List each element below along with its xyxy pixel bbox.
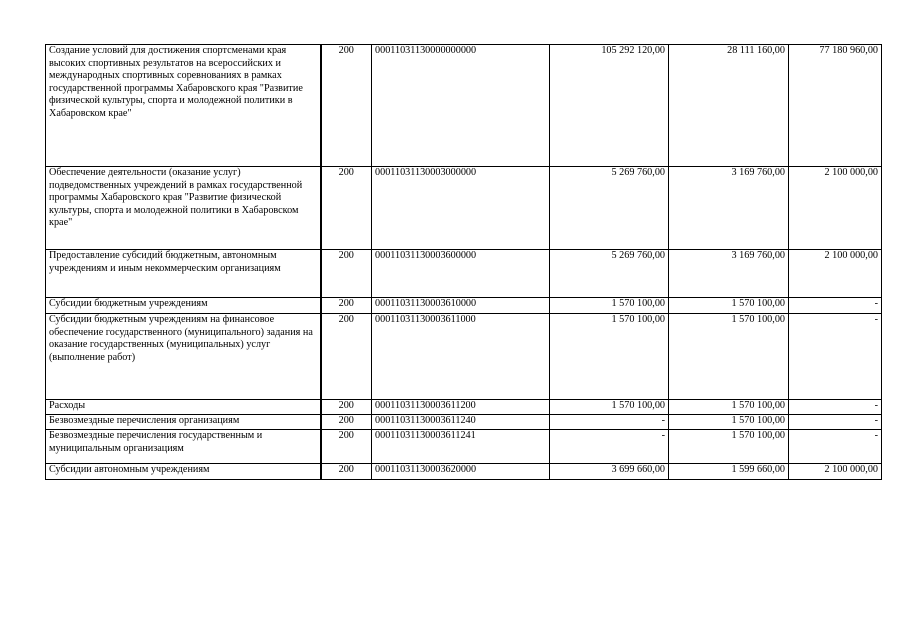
row-name: Безвозмездные перечисления государственным и муниципальным организациям [46,430,321,464]
row-executed-amount: 28 111 160,00 [669,45,789,167]
row-line-code: 200 [321,250,372,298]
row-approved-amount: 5 269 760,00 [550,167,669,250]
row-remaining-amount: - [789,430,882,464]
row-executed-amount: 1 570 100,00 [669,430,789,464]
row-name: Субсидии автономным учреждениям [46,464,321,480]
row-executed-amount: 3 169 760,00 [669,167,789,250]
table-row [46,167,882,250]
table-row [46,400,882,415]
budget-execution-table [45,44,882,480]
row-line-code: 200 [321,298,372,314]
row-budget-classification-code: 00011031130003610000 [372,298,550,314]
row-budget-classification-code: 00011031130003620000 [372,464,550,480]
table-row [46,415,882,430]
row-approved-amount: 5 269 760,00 [550,250,669,298]
row-executed-amount: 1 570 100,00 [669,298,789,314]
row-remaining-amount: - [789,400,882,415]
row-remaining-amount: - [789,314,882,400]
row-approved-amount: - [550,430,669,464]
row-line-code: 200 [321,430,372,464]
row-remaining-amount: 2 100 000,00 [789,464,882,480]
table-row [46,250,882,298]
row-budget-classification-code: 00011031130003000000 [372,167,550,250]
row-executed-amount: 1 570 100,00 [669,314,789,400]
row-name: Субсидии бюджетным учреждениям на финансовое обеспечение государственного (муниципального) задания на оказание государственных (муниципальных) услуг (выполнение работ) [46,314,321,400]
row-remaining-amount: 77 180 960,00 [789,45,882,167]
row-approved-amount: 1 570 100,00 [550,298,669,314]
row-budget-classification-code: 00011031130003611241 [372,430,550,464]
row-name: Безвозмездные перечисления организациям [46,415,321,430]
row-line-code: 200 [321,314,372,400]
row-budget-classification-code: 00011031130003600000 [372,250,550,298]
row-executed-amount: 3 169 760,00 [669,250,789,298]
table-row [46,314,882,400]
row-remaining-amount: - [789,415,882,430]
row-approved-amount: - [550,415,669,430]
row-approved-amount: 1 570 100,00 [550,400,669,415]
row-approved-amount: 1 570 100,00 [550,314,669,400]
row-remaining-amount: - [789,298,882,314]
row-name: Предоставление субсидий бюджетным, автономным учреждениям и иным некоммерческим организациям [46,250,321,298]
row-line-code: 200 [321,400,372,415]
row-executed-amount: 1 570 100,00 [669,415,789,430]
row-budget-classification-code: 00011031130003611240 [372,415,550,430]
row-remaining-amount: 2 100 000,00 [789,167,882,250]
row-executed-amount: 1 599 660,00 [669,464,789,480]
row-approved-amount: 3 699 660,00 [550,464,669,480]
row-line-code: 200 [321,464,372,480]
row-budget-classification-code: 00011031130003611200 [372,400,550,415]
row-name: Создание условий для достижения спортсменами края высоких спортивных результатов на всероссийских и международных спортивных соревнованиях в рамках государственной программы Хабаровского края "Развитие физической культуры, спорта и молодежной политики в Хабаровском крае" [46,45,321,167]
table-row [46,298,882,314]
row-executed-amount: 1 570 100,00 [669,400,789,415]
row-budget-classification-code: 00011031130003611000 [372,314,550,400]
row-name: Обеспечение деятельности (оказание услуг) подведомственных учреждений в рамках государственной программы Хабаровского края "Развитие физической культуры, спорта и молодежной политики в Хабаровском крае" [46,167,321,250]
row-line-code: 200 [321,45,372,167]
row-line-code: 200 [321,415,372,430]
row-remaining-amount: 2 100 000,00 [789,250,882,298]
table-row [46,45,882,167]
table-row [46,464,882,480]
table-row [46,430,882,464]
row-approved-amount: 105 292 120,00 [550,45,669,167]
row-name: Субсидии бюджетным учреждениям [46,298,321,314]
row-line-code: 200 [321,167,372,250]
row-name: Расходы [46,400,321,415]
row-budget-classification-code: 00011031130000000000 [372,45,550,167]
